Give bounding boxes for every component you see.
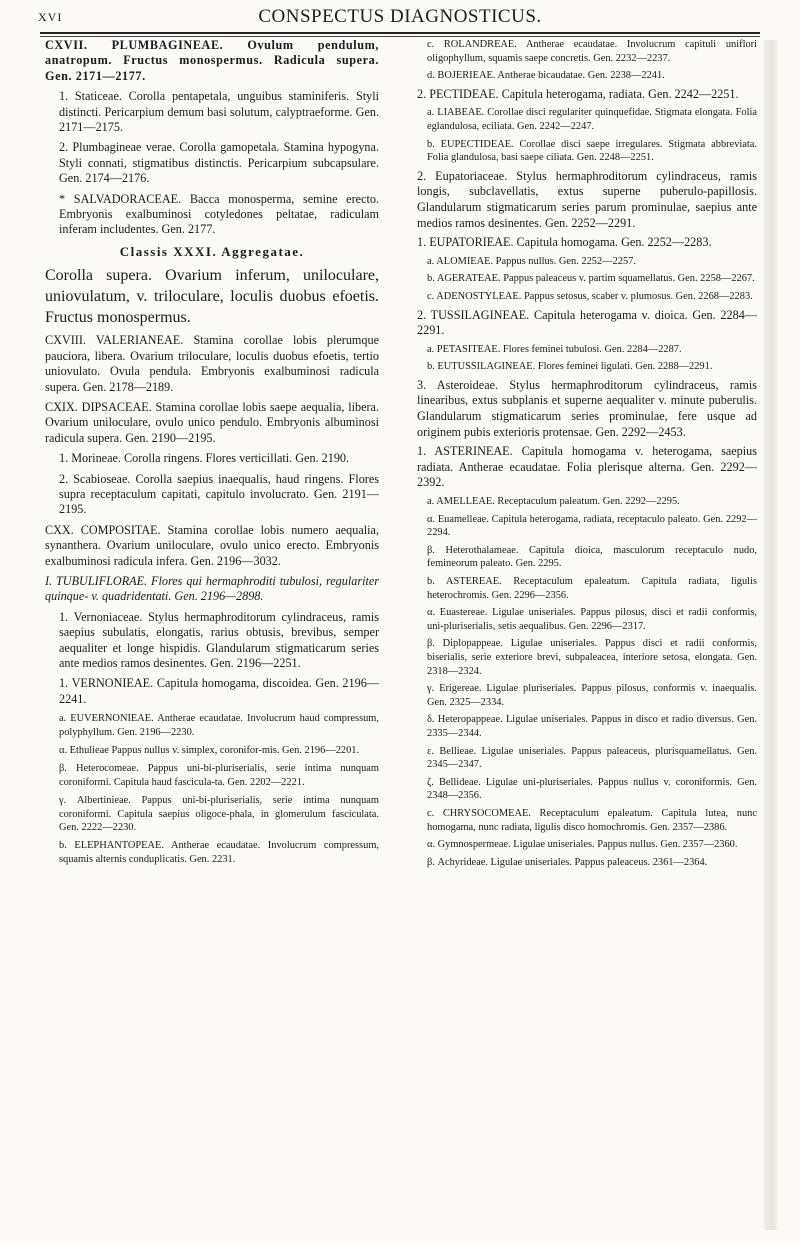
group-albertinieae: γ. Albertinieae. Pappus uni-bi-pluriserialis, serie intima nunquam coroniformi. Capitula saepius oligoce-phala, in glomerulum fasciculata. Gen. 2222—2230. [59,795,379,834]
subtribe-tussilagineae: 2. TUSSILAGINEAE. Capitula heterogama v. dioica. Gen. 2284—2291. [417,307,757,338]
group-euamelleae: α. Euamelleae. Capitula heterogama, radiata, receptaculo paleato. Gen. 2292—2294. [427,513,757,539]
family-plumbagineae: CXVII. PLUMBAGINEAE. Ovulum pendulum, anatropum. Fructus monospermus. Radicula supera. Gen. 2171—2177. [45,38,379,83]
group-liabeae: a. LIABEAE. Corollae disci regulariter quinquefidae. Stigmata elongata. Folia eglandulosa, eciliata. Gen. 2242—2247. [427,107,757,132]
family-salvadoraceae: * SALVADORACEAE. Bacca monosperma, semine erecto. Embryonis exalbuminosi cotyledones peltatae, radiculam inferam includentes. Gen. 2177. [59,191,379,237]
header-rule [40,32,760,34]
tribe-scabioseae: 2. Scabioseae. Corolla saepius inaequalis, haud ringens. Flores supra receptaculum capitati, capitulo involucrato. Gen. 2191—2195. [59,471,379,517]
tribe-asteroideae: 3. Asteroideae. Stylus hermaphroditorum cylindraceus, ramis linearibus, extus subplanis et superne aequaliter v. minute puberulis. Glandularum stigmaticarum series prominulae, fere usque ad originem pubis exterioris protensae. Gen. 2292—2453. [417,377,757,439]
page-edge-shadow [764,40,778,1230]
group-amelleae: a. AMELLEAE. Receptaculum paleatum. Gen. 2292—2295. [427,496,680,508]
classis-heading: Classis XXXI. Aggregatae. [119,243,305,259]
group-rolandreae: c. ROLANDREAE. Antherae ecaudatae. Involucrum capituli uniflori oligophyllum, squamis saepe concretis. Gen. 2232—2237. [427,39,757,64]
subtribe-asterineae: 1. ASTERINEAE. Capitula homogama v. heterogama, saepius radiata. Antherae ecaudatae. Folia plerisque alterna. Gen. 2292—2392. [417,444,757,490]
group-heterocomeae: β. Heterocomeae. Pappus uni-bi-pluriserialis, serie intima nunquam coroniformi. Capitula haud fascicula-ta. Gen. 2202—2221. [59,763,379,788]
tribe-vernoniaceae: 1. Vernoniaceae. Stylus hermaphroditorum cylindraceus, ramis saepius subulatis, elongatis, rarius obtusis, brevibus, semper aequaliter et longe hispidis. Glandularum stigmaticarum series ante medios ramos desinentes. Gen. 2196—2251. [59,609,379,670]
subtribe-pectideae: 2. PECTIDEAE. Capitula heterogama, radiata. Gen. 2242—2251. [417,86,739,101]
group-bellieae: ε. Bellieae. Ligulae uniseriales. Pappus paleaceus, plurisquamellatus. Gen. 2345—2347. [427,745,757,771]
group-erigereae: γ. Erigereae. Ligulae pluriseriales. Pappus pilosus, conformis v. inaequalis. Gen. 2325—2334. [427,683,757,708]
page-title: CONSPECTUS DIAGNOSTICUS. [258,6,542,27]
page-number: XVI [38,10,63,24]
family-dipsaceae: CXIX. DIPSACEAE. Stamina corollae lobis saepe aequalia, libera. Ovarium uniloculare, ovulo unico pendulo. Embryonis albuminosi radicula supera. Gen. 2190—2195. [45,399,379,445]
group-gymnospermeae: α. Gymnospermeae. Ligulae uniseriales. Pappus nullus. Gen. 2357—2360. [427,839,738,851]
right-column [417,38,757,873]
group-eutussilagineae: b. EUTUSSILAGINEAE. Flores feminei ligulati. Gen. 2288—2291. [427,361,713,373]
group-achyrideae: β. Achyrideae. Ligulae uniseriales. Pappus paleaceus. 2361—2364. [427,856,708,868]
group-astereae: b. ASTEREAE. Receptaculum epaleatum. Capitula radiata, ligulis heterochromis. Gen. 2296—2356. [427,576,757,601]
header-rule-thin [40,36,760,37]
group-euastereae: α. Euastereae. Ligulae uniseriales. Pappus pilosus, disci et radii conformis, uni-pluriserialis, setis aequalibus. Gen. 2296—2317. [427,607,757,632]
group-bojerieae: d. BOJERIEAE. Antherae bicaudatae. Gen. 2238—2241. [427,70,665,82]
group-petasiteae: a. PETASITEAE. Flores feminei tubulosi. Gen. 2284—2287. [427,343,682,355]
group-bellideae: ζ. Bellideae. Ligulae uni-pluriseriales. Pappus nullus v. coroniformis. Gen. 2348—2356. [427,776,757,802]
subfamily-tubuliflorae: I. TUBULIFLORAE. Flores qui hermaphroditi tubulosi, regulariter quinque- v. quadridentati. Gen. 2196—2898. [45,573,379,604]
left-column [45,38,379,871]
group-alomieae: a. ALOMIEAE. Pappus nullus. Gen. 2252—2257. [427,255,636,267]
group-elephantopeae: b. ELEPHANTOPEAE. Antherae ecaudatae. Involucrum compressum, squamis alternis conduplicatis. Gen. 2231. [59,840,379,865]
group-diplopappeae: β. Diplopappeae. Ligulae uniseriales. Pappus disci et radii conformis, biserialis, serie exteriore brevi, subpaleacea, interiore setosa, elongata. Gen. 2318—2324. [427,638,757,677]
family-valerianeae: CXVIII. VALERIANEAE. Stamina corollae lobis plerumque pauciora, libera. Ovarium triloculare, loculis duobus efoetis, tertio uniovulato. Ovula pendula. Embryonis exalbuminosi radicula supera. Gen. 2178—2189. [45,333,379,394]
group-euvernonieae: a. EUVERNONIEAE. Antherae ecaudatae. Involucrum haud compressum, polyphyllum. Gen. 2196—2230. [59,713,379,738]
group-heterothalameae: β. Heterothalameae. Capitula dioica, masculorum receptaculo nudo, femineorum paleato. Gen. 2295. [427,544,757,570]
group-eupectideae: b. EUPECTIDEAE. Corollae disci saepe irregulares. Stigmata abbreviata. Folia glandulosa, basi saepe ciliata. Gen. 2248—2251. [427,138,757,164]
classis-description: Corolla supera. Ovarium inferum, uniloculare, uniovulatum, v. triloculare, loculis duobus efoetis. Fructus monospermus. [45,267,379,327]
family-compositae: CXX. COMPOSITAE. Stamina corollae lobis numero aequalia, synanthera. Ovarium uniloculare, ovulo unico erecto. Embryonis exalbuminosi radicula infera. Gen. 2196—3032. [45,522,379,568]
subtribe-vernonieae: 1. VERNONIEAE. Capitula homogama, discoidea. Gen. 2196—2241. [59,676,379,706]
group-ethulieae: α. Ethulieae Pappus nullus v. simplex, coronifor-mis. Gen. 2196—2201. [59,745,360,757]
tribe-morineae: 1. Morineae. Corolla ringens. Flores verticillati. Gen. 2190. [59,451,350,466]
tribe-eupatoriaceae: 2. Eupatoriaceae. Stylus hermaphroditorum cylindraceus, ramis longis, subclavellatis, extus superne puberulo-papillosis. Glandularum stigmaticarum series parum prominulae, saepius ante medios ramos desinentes. Gen. 2252—2291. [417,168,757,230]
subtribe-eupatorieae: 1. EUPATORIEAE. Capitula homogama. Gen. 2252—2283. [417,235,712,250]
group-heteropappeae: δ. Heteropappeae. Ligulae uniseriales. Pappus in disco et radio diversus. Gen. 2335—2344. [427,714,757,739]
group-agerateae: b. AGERATEAE. Pappus paleaceus v. partim squamellatus. Gen. 2258—2267. [427,273,755,285]
group-chrysocomeae: c. CHRYSOCOMEAE. Receptaculum epaleatum. Capitula lutea, nunc homogama, nunc radiata, ligulis disco homochromis. Gen. 2357—2386. [427,807,757,833]
tribe-plumbagineae-verae: 2. Plumbagineae verae. Corolla gamopetala. Stamina hypogyna. Styli connati, stigmatibus distinctis. Pericarpium subcapsulare. Gen. 2174—2176. [59,140,379,186]
tribe-staticeae: 1. Staticeae. Corolla pentapetala, unguibus staminiferis. Styli distincti. Pericarpium demum basi solutum, calyptraeforme. Gen. 2171—2175. [59,89,379,135]
group-adenostyleae: c. ADENOSTYLEAE. Pappus setosus, scaber v. plumosus. Gen. 2268—2283. [427,290,753,302]
page-header [30,6,770,34]
